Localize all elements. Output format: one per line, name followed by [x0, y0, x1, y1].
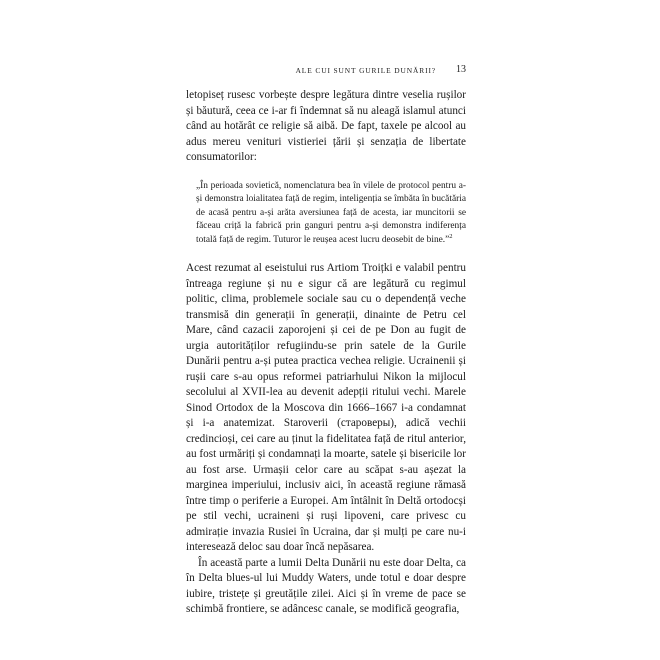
- quote-text: „În perioada sovietică, nomenclatura bea în vilele de protocol pentru a-și demonstra loialitatea față de regim, inteligenția se îmbăta în bucătăria de acasă pentru a-și arăta aversiunea față de acesta, iar muncitorii se făceau criță la fabrică prin ganguri pentru a-și demonstra indiferența totală față de regim. Tuturor le reușea acest lucru deosebit de bine.”: [196, 180, 466, 245]
- paragraph-second: Acest rezumat al eseistului rus Artiom Troițki e valabil pentru întreaga regiune și nu e sigur că are legătură cu regimul politic, clima, problemele sociale sau cu o dependență veche transmisă din generații în generații, dinainte de Petru cel Mare, când cazacii zaporojeni și cei de pe Don au fugit de urgia autorităților refugiindu-se prin satele de la Gurile Dunării pentru a-și putea practica vechea religie. Ucrainenii și rușii care s-au opus reformei patriarhului Nikon la mijlocul secolului al XVII-lea au devenit adepții ritului vechi. Marele Sinod Ortodox de la Moscova din 1666–1667 i-a condamnat și i-a anatemizat. Staroverii (староверы), adică vechii credincioși, cei care au ținut la fidelitatea față de ritul anterior, au fost urmăriți și condamnați la moarte, satele și bisericile lor au fost arse. Urmașii celor care au scăpat s-au așezat la marginea imperiului, inclusiv aici, în această regiune rămasă între timp o periferie a Europei. Am întâlnit în Deltă ortodocși pe stil vechi, ucraineni și ruși lipoveni, care privesc cu admirație invazia Rusiei în Ucraina, dar și mulți pe care nu-i interesează deloc sau doar încă nepăsarea.: [186, 262, 466, 553]
- page-number: 13: [456, 64, 466, 75]
- running-title: ALE CUI SUNT GURILE DUNĂRII?: [295, 66, 436, 75]
- paragraph-third: În această parte a lumii Delta Dunării nu este doar Delta, ca în Delta blues-ul lui Muddy Waters, unde totul e doar despre iubire, tristețe și greutățile zilei. Aici și în vreme de pace se schimbă frontiere, se adâncesc canale, se modifică geografia,: [186, 556, 466, 615]
- footnote-marker: 2: [449, 232, 453, 240]
- paragraph-continuation: letopiseț rusesc vorbește despre legătura dintre veselia rușilor și băutură, ceea ce i-ar fi îndemnat să nu aleagă islamul atunci când au hotărât ce religie să aibă. De fapt, taxele pe alcool au adus mereu venituri vistieriei țării și senzația de libertate consumatorilor:: [186, 89, 466, 163]
- running-header: [186, 64, 466, 78]
- block-quote: [196, 180, 466, 248]
- body-text: [186, 88, 466, 618]
